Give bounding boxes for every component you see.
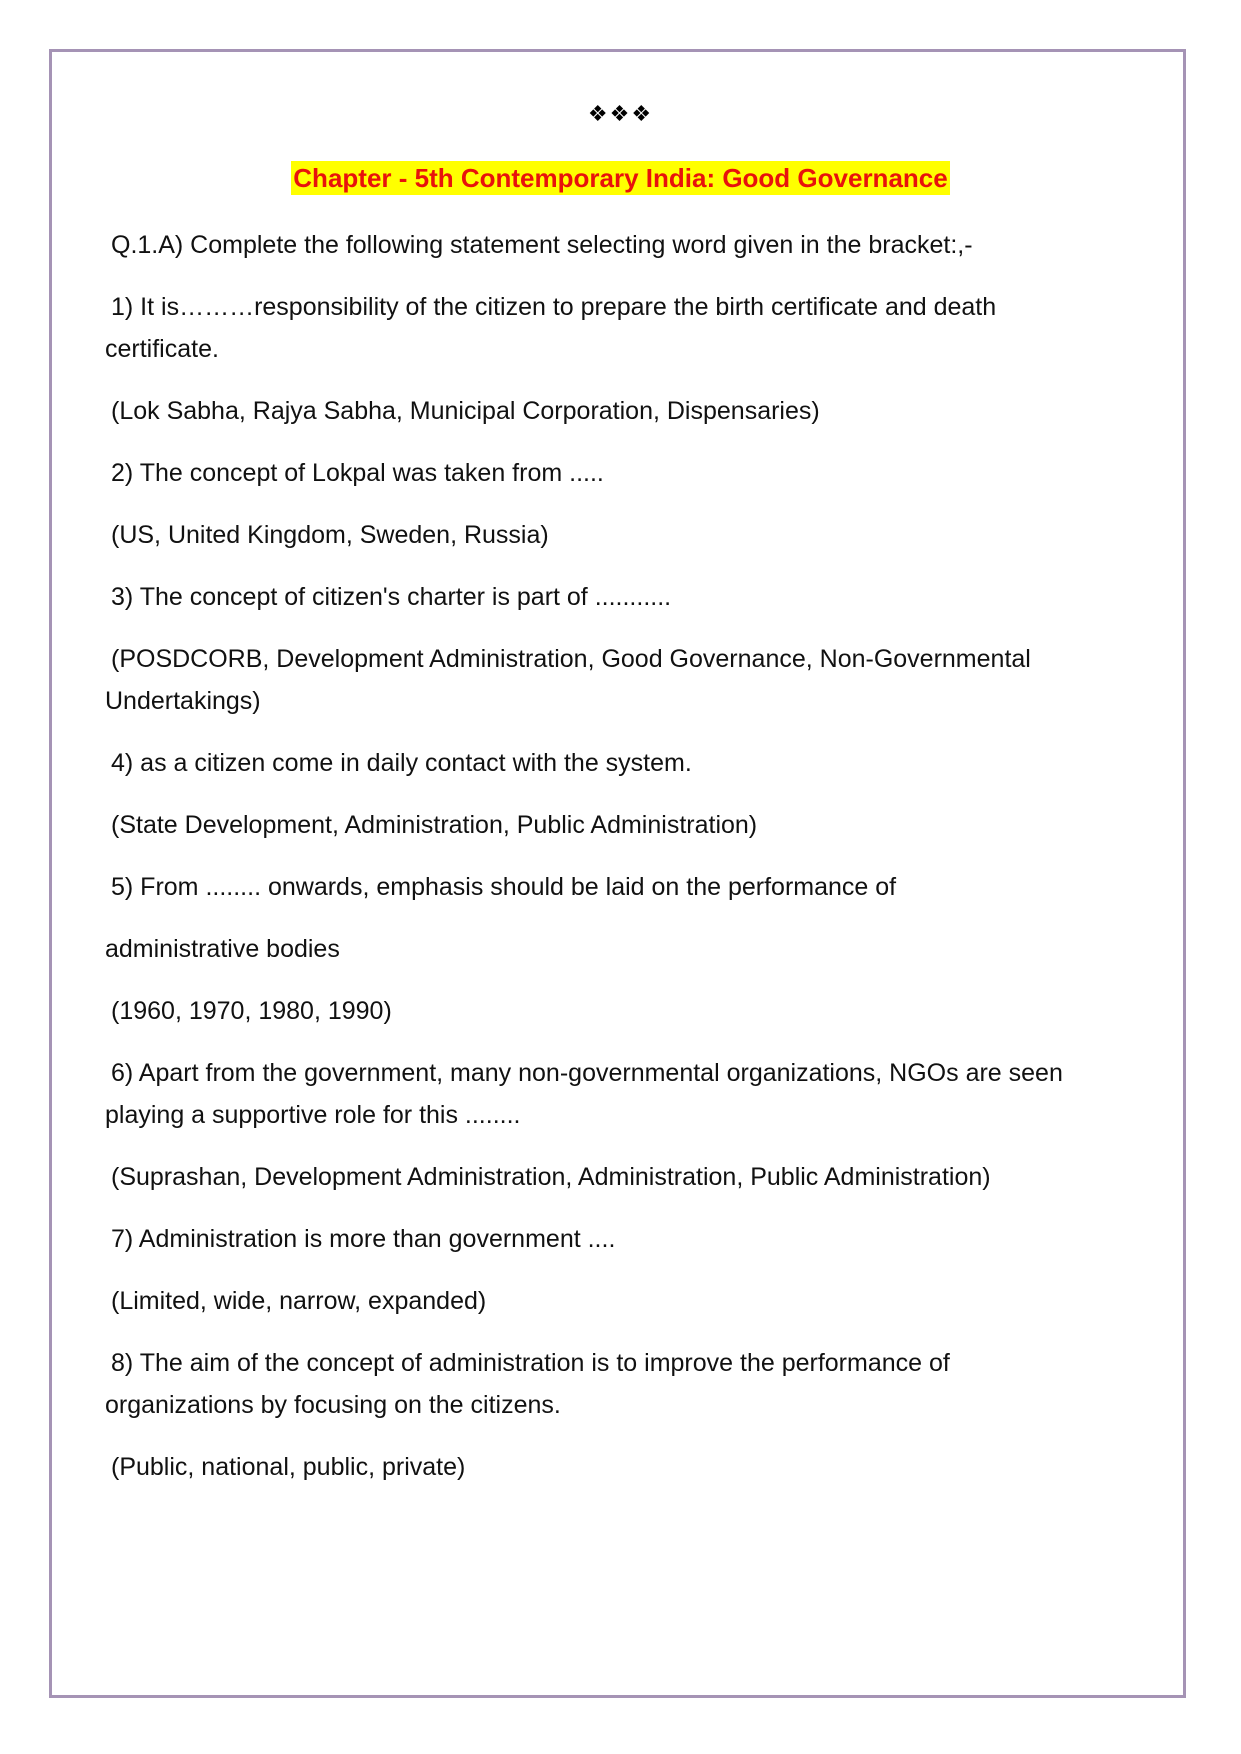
question-8-options: (Public, national, public, private): [111, 1453, 466, 1481]
question-3: 3) The concept of citizen's charter is part of ...........: [111, 583, 672, 611]
question-4-options: (State Development, Administration, Public Administration): [111, 811, 758, 839]
question-6-text: 6) Apart from the government, many non-governmental organizations, NGOs are seen: [111, 1059, 1063, 1087]
question-8-text-cont: organizations by focusing on the citizens.: [105, 1391, 561, 1419]
chapter-title: [0, 163, 1241, 194]
question-7-options: (Limited, wide, narrow, expanded): [111, 1287, 487, 1315]
question-1: [105, 286, 1135, 370]
question-2: 2) The concept of Lokpal was taken from .....: [111, 459, 604, 487]
question-7: 7) Administration is more than government ....: [111, 1225, 616, 1253]
question-8-text: 8) The aim of the concept of administration is to improve the performance of: [111, 1349, 950, 1377]
question-3-options-text: (POSDCORB, Development Administration, Good Governance, Non-Governmental: [111, 645, 1031, 673]
question-4: 4) as a citizen come in daily contact with the system.: [111, 749, 692, 777]
question-content: [105, 224, 1135, 1508]
question-3-options-cont: Undertakings): [105, 687, 261, 715]
instruction: Q.1.A) Complete the following statement selecting word given in the bracket:,-: [111, 231, 973, 259]
question-6-text-cont: playing a supportive role for this ........: [105, 1101, 521, 1129]
question-6: [105, 1052, 1135, 1136]
question-2-options: (US, United Kingdom, Sweden, Russia): [111, 521, 549, 549]
question-5-text-cont: administrative bodies: [105, 935, 340, 963]
question-5-options: (1960, 1970, 1980, 1990): [111, 997, 392, 1025]
question-1-text: 1) It is………responsibility of the citizen to prepare the birth certificate and death: [111, 293, 997, 321]
question-1-options: (Lok Sabha, Rajya Sabha, Municipal Corporation, Dispensaries): [111, 397, 820, 425]
question-8: [105, 1342, 1135, 1426]
question-3-options: [105, 638, 1135, 722]
question-1-text-cont: certificate.: [105, 335, 219, 363]
question-6-options: (Suprashan, Development Administration, Administration, Public Administration): [111, 1163, 991, 1191]
chapter-title-text: Chapter - 5th Contemporary India: Good Governance: [293, 163, 948, 193]
ornament-icon: ❖❖❖: [587, 102, 654, 127]
question-5: 5) From ........ onwards, emphasis should be laid on the performance of: [111, 873, 897, 901]
